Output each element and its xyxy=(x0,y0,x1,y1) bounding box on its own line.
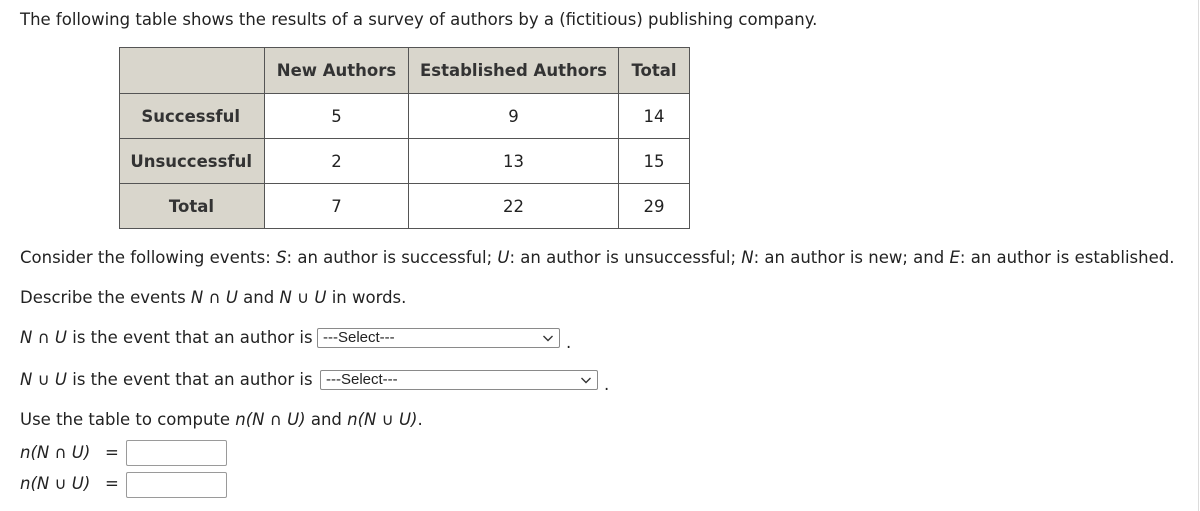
answer-label-union xyxy=(20,474,90,494)
expr-n-intersect-u: N ∩ U xyxy=(190,288,238,307)
describe-prefix: Describe the events xyxy=(20,288,191,307)
row-header-total: Total xyxy=(120,184,265,229)
row-header-successful: Successful xyxy=(120,94,265,139)
table-row xyxy=(120,184,690,229)
event-s-symbol: S xyxy=(276,248,287,267)
q2-text: is the event that an author is xyxy=(67,370,313,389)
table-cell: 9 xyxy=(409,94,619,139)
event-s-text: : an author is successful; xyxy=(286,248,498,267)
describe-and: and xyxy=(237,288,280,307)
union-count-input[interactable] xyxy=(126,472,227,498)
compute-and: and xyxy=(305,410,348,429)
q1-expr: N ∩ U xyxy=(20,328,67,347)
col-header-new-authors: New Authors xyxy=(265,48,409,94)
describe-suffix: in words. xyxy=(326,288,407,307)
compute-prefix: Use the table to compute xyxy=(20,410,236,429)
event-n-symbol: N xyxy=(741,248,754,267)
consider-prefix: Consider the following events: xyxy=(20,248,277,267)
table-cell: 7 xyxy=(265,184,409,229)
table-cell: 2 xyxy=(265,139,409,184)
table-cell: 14 xyxy=(619,94,690,139)
compute-expr2: n(N ∪ U) xyxy=(347,410,418,429)
equals-sign: = xyxy=(105,474,119,493)
q1-text: is the event that an author is xyxy=(67,328,313,347)
event-n-text: : an author is new; and xyxy=(753,248,950,267)
table-corner-cell xyxy=(120,48,265,94)
chevron-down-icon xyxy=(542,332,554,344)
compute-suffix: . xyxy=(417,410,423,429)
question-union xyxy=(20,370,313,390)
event-u-text: : an author is unsuccessful; xyxy=(509,248,742,267)
row-header-unsuccessful: Unsuccessful xyxy=(120,139,265,184)
intro-text: The following table shows the results of a survey of authors by a (fictitious) publishing company. xyxy=(20,10,818,29)
intersection-count-input[interactable] xyxy=(126,440,227,466)
answer1-label: n(N ∩ U) xyxy=(20,443,91,462)
intersection-select[interactable] xyxy=(317,328,560,348)
survey-table xyxy=(119,47,690,229)
q2-period: . xyxy=(604,375,610,394)
compute-instruction xyxy=(20,410,423,430)
union-select[interactable] xyxy=(320,370,598,390)
table-row xyxy=(120,94,690,139)
answer2-label: n(N ∪ U) xyxy=(20,474,91,493)
table-row xyxy=(120,139,690,184)
table-cell: 5 xyxy=(265,94,409,139)
q1-period: . xyxy=(566,333,572,352)
table-cell: 13 xyxy=(409,139,619,184)
table-cell: 29 xyxy=(619,184,690,229)
event-e-symbol: E xyxy=(949,248,960,267)
equals-sign: = xyxy=(105,443,119,462)
event-u-symbol: U xyxy=(497,248,510,267)
q2-expr: N ∪ U xyxy=(20,370,67,389)
answer-label-intersection xyxy=(20,443,90,463)
describe-instruction xyxy=(20,288,406,308)
question-intersection xyxy=(20,328,313,348)
compute-expr1: n(N ∩ U) xyxy=(235,410,306,429)
expr-n-union-u: N ∪ U xyxy=(279,288,327,307)
event-e-text: : an author is established. xyxy=(959,248,1175,267)
col-header-established-authors: Established Authors xyxy=(409,48,619,94)
table-cell: 22 xyxy=(409,184,619,229)
table-header-row xyxy=(120,48,690,94)
chevron-down-icon xyxy=(580,374,592,386)
table-cell: 15 xyxy=(619,139,690,184)
col-header-total: Total xyxy=(619,48,690,94)
consider-events-text xyxy=(20,248,1174,268)
intersection-select-value: ---Select--- xyxy=(323,329,395,346)
union-select-value: ---Select--- xyxy=(326,371,398,388)
